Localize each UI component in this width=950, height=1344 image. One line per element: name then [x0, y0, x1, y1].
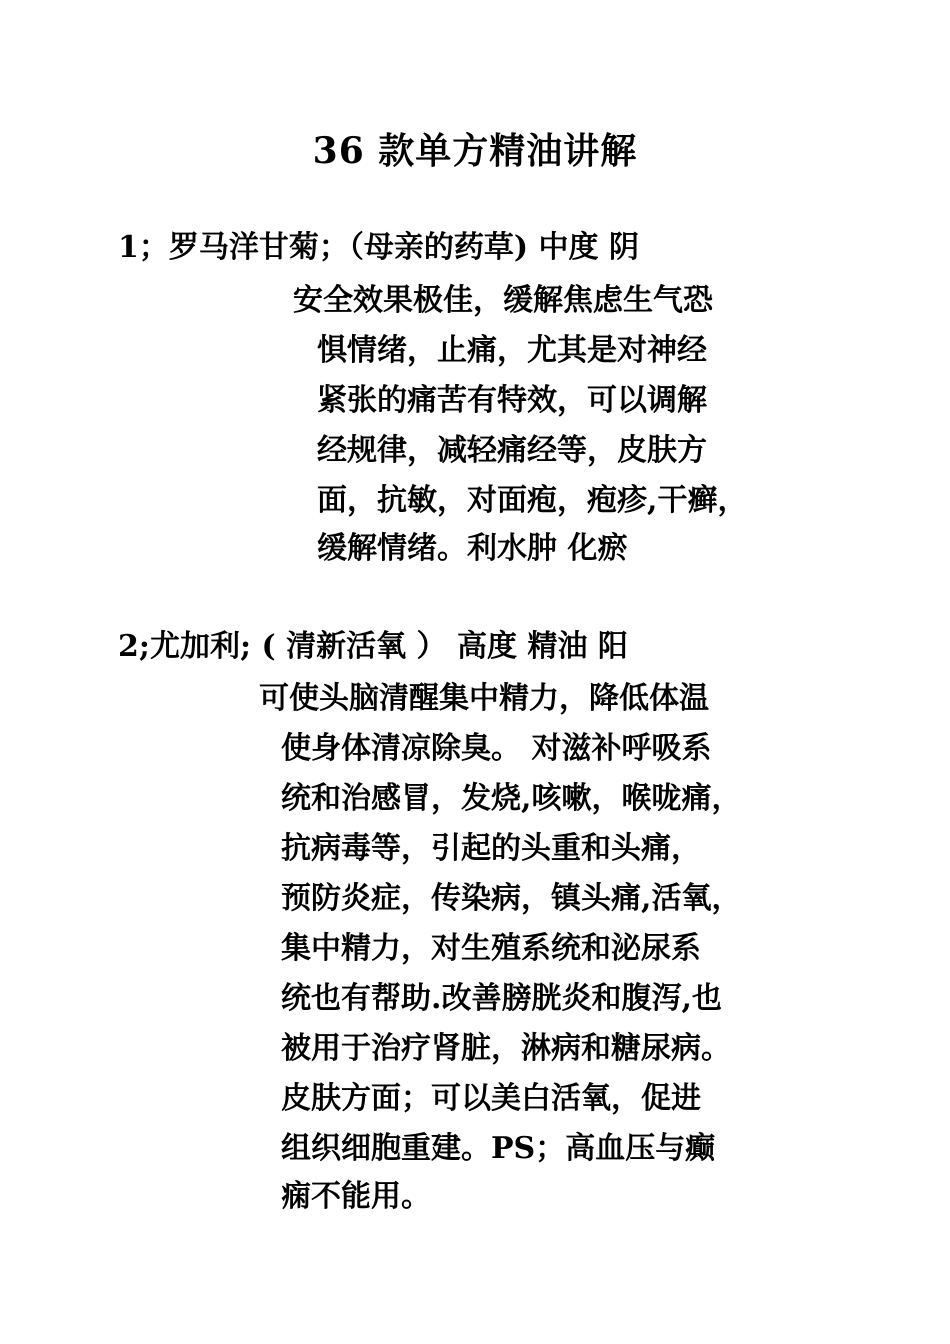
section-1-heading: 1；罗马洋甘菊；（母亲的药草) 中度 阴 — [118, 230, 639, 265]
section-1-paragraph-line: 面，抗敏，对面疱，疱疹,干癣， — [317, 483, 748, 518]
section-2-paragraph-line: 统也有帮助.改善膀胱炎和腹泻,也 — [281, 981, 722, 1016]
section-1-paragraph-line: 紧张的痛苦有特效，可以调解 — [317, 383, 707, 418]
document-title: 36 款单方精油讲解 — [312, 130, 638, 172]
section-1-paragraph-line: 安全效果极佳，缓解焦虑生气恐 — [293, 283, 713, 318]
section-2-paragraph-line: 使身体清凉除臭。 对滋补呼吸系 — [281, 731, 712, 766]
section-2-heading: 2;尤加利; ( 清新活氧 ） 高度 精油 阳 — [118, 629, 628, 664]
section-1-paragraph-line: 缓解情绪。利水肿 化瘀 — [317, 531, 628, 566]
section-2-paragraph-line: 可使头脑清醒集中精力，降低体温 — [259, 681, 709, 716]
section-2-paragraph-line: 组织细胞重建。PS；高血压与癫 — [281, 1131, 716, 1166]
section-2-paragraph-line: 抗病毒等，引起的头重和头痛， — [281, 831, 701, 866]
section-2-paragraph-line: 预防炎症，传染病，镇头痛,活氧， — [281, 881, 742, 916]
section-2-paragraph-line: 被用于治疗肾脏，淋病和糖尿病。 — [281, 1031, 731, 1066]
section-1-paragraph-line: 惧情绪，止痛，尤其是对神经 — [317, 333, 707, 368]
section-2-paragraph-line: 皮肤方面；可以美白活氧，促进 — [281, 1081, 701, 1116]
section-2-paragraph-line: 统和治感冒，发烧,咳嗽，喉咙痛， — [281, 781, 742, 816]
section-2-paragraph-line: 痫不能用。 — [281, 1179, 431, 1214]
section-1-paragraph-line: 经规律，减轻痛经等，皮肤方 — [317, 433, 707, 468]
section-2-paragraph-line: 集中精力，对生殖系统和泌尿系 — [281, 931, 701, 966]
